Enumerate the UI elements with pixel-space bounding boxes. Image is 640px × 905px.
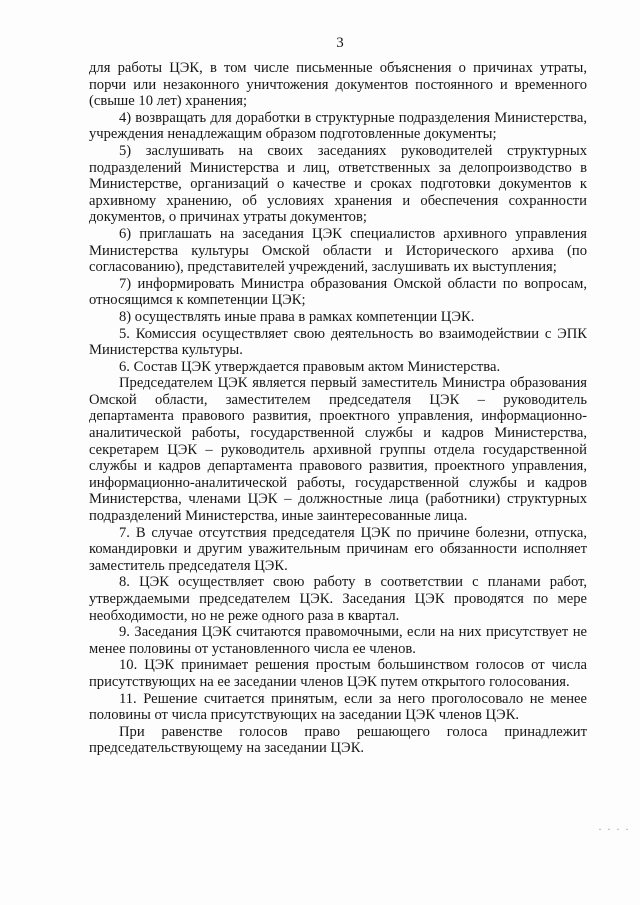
paragraph-section-8: 8. ЦЭК осуществляет свою работу в соответствии с планами работ, утверждаемыми председателем ЦЭК. Заседания ЦЭК проводятся по мере необходимости, но не реже одного раза в квартал. — [89, 574, 587, 624]
paragraph-item-8: 8) осуществлять иные права в рамках компетенции ЦЭК. — [119, 308, 475, 325]
page-number: 3 — [336, 35, 344, 51]
paragraph-section-5: 5. Комиссия осуществляет свою деятельность во взаимодействии с ЭПК Министерства культуры. — [89, 325, 587, 359]
paragraph-item-4: 4) возвращать для доработки в структурные подразделения Министерства, учреждения ненадлежащим образом подготовленные документы; — [89, 109, 587, 143]
paragraph-item-5: 5) заслушивать на своих заседаниях руководителей структурных подразделений Министерства и лиц, ответственных за делопроизводство в Министерстве, организаций о качестве и сроках подготовки документов к архивному хранению, об условиях хранения и обеспечения сохранности документов, о причинах утраты документов; — [89, 142, 587, 226]
document-body — [89, 60, 587, 757]
paragraph-chairman: Председателем ЦЭК является первый заместитель Министра образования Омской области, заместителем председателя ЦЭК – руководитель департамента правового развития, проектного управления, информационно-аналитической работы, государственной службы и кадров Министерства, секретарем ЦЭК – руководитель архивной группы отдела государственной службы и кадров департамента правового развития, проектного управления, информационно-аналитической работы, государственной службы и кадров Министерства, членами ЦЭК – должностные лица (работники) структурных подразделений Министерства, иные заинтересованные лица. — [89, 375, 587, 525]
scan-artifact-mark: · · · · — [598, 822, 630, 836]
paragraph-section-10: 10. ЦЭК принимает решения простым большинством голосов от числа присутствующих на ее заседании членов ЦЭК путем открытого голосования. — [89, 657, 587, 690]
paragraph-item-7: 7) информировать Министра образования Омской области по вопросам, относящимся к компетенции ЦЭК; — [89, 275, 587, 309]
paragraph-section-6: 6. Состав ЦЭК утверждается правовым актом Министерства. — [119, 358, 501, 375]
paragraph-continuation: для работы ЦЭК, в том числе письменные объяснения о причинах утраты, порчи или незаконного уничтожения документов постоянного и временного (свыше 10 лет) хранения; — [89, 60, 587, 110]
paragraph-section-7: 7. В случае отсутствия председателя ЦЭК по причине болезни, отпуска, командировки и другим уважительным причинам его обязанности исполняет заместитель председателя ЦЭК. — [89, 524, 587, 574]
paragraph-tie-vote: При равенстве голосов право решающего голоса принадлежит председательствующему на заседании ЦЭК. — [89, 723, 587, 757]
paragraph-item-6: 6) приглашать на заседания ЦЭК специалистов архивного управления Министерства культуры Омской области и Исторического архива (по согласованию), представителей учреждений, заслушивать их выступления; — [89, 225, 587, 276]
paragraph-section-9: 9. Заседания ЦЭК считаются правомочными, если на них присутствует не менее половины от установленного числа ее членов. — [89, 624, 587, 657]
paragraph-section-11: 11. Решение считается принятым, если за него проголосовало не менее половины от числа присутствующих на заседании ЦЭК членов ЦЭК. — [89, 690, 587, 724]
